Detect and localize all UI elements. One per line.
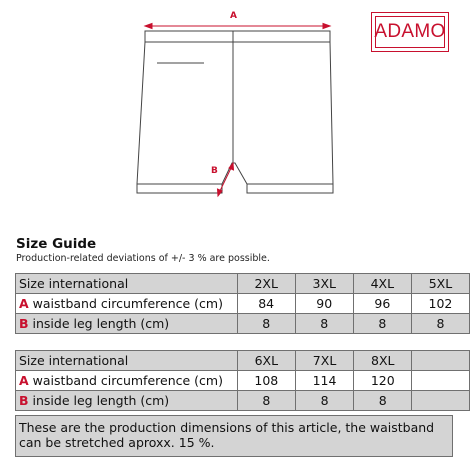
row-label-text: inside leg length (cm) <box>32 316 170 331</box>
size-cell: 7XL <box>295 351 353 371</box>
row-marker: A <box>19 296 29 311</box>
value-cell: 8 <box>354 391 412 411</box>
value-cell: 8 <box>237 314 295 334</box>
value-cell <box>412 371 470 391</box>
value-cell: 8 <box>411 314 469 334</box>
table-row <box>16 294 470 314</box>
production-note: These are the production dimensions of this article, the waistband can be stretched aproxx. 15 %. <box>15 415 453 457</box>
table-header-row <box>16 351 470 371</box>
row-label-text: waistband circumference (cm) <box>32 296 223 311</box>
row-label <box>16 294 238 314</box>
dimension-a-label: A <box>230 11 237 21</box>
size-table-2 <box>15 350 470 411</box>
shorts-outline <box>137 42 333 193</box>
dimension-b-line <box>219 166 232 193</box>
value-cell <box>412 391 470 411</box>
table-header-row <box>16 274 470 294</box>
size-cell: 3XL <box>295 274 353 294</box>
row-label-text: inside leg length (cm) <box>32 393 170 408</box>
row-label <box>16 314 238 334</box>
row-marker: A <box>19 373 29 388</box>
value-cell: 108 <box>237 371 295 391</box>
header-label: Size international <box>16 351 238 371</box>
table-row <box>16 314 470 334</box>
row-label <box>16 371 238 391</box>
dimension-b-label: B <box>211 166 218 176</box>
header-label: Size international <box>16 274 238 294</box>
value-cell: 90 <box>295 294 353 314</box>
size-cell: 5XL <box>411 274 469 294</box>
row-marker: B <box>19 393 29 408</box>
size-cell: 2XL <box>237 274 295 294</box>
value-cell: 8 <box>353 314 411 334</box>
brand-logo <box>371 12 449 52</box>
row-label-text: waistband circumference (cm) <box>32 373 223 388</box>
value-cell: 96 <box>353 294 411 314</box>
size-cell: 6XL <box>237 351 295 371</box>
value-cell: 84 <box>237 294 295 314</box>
size-cell <box>412 351 470 371</box>
brand-name: ADAMO <box>375 16 445 48</box>
size-guide-subtitle: Production-related deviations of +/- 3 % are possible. <box>16 253 270 264</box>
row-marker: B <box>19 316 29 331</box>
value-cell: 8 <box>295 314 353 334</box>
size-cell: 4XL <box>353 274 411 294</box>
table-row <box>16 391 470 411</box>
table-row <box>16 371 470 391</box>
size-table-1 <box>15 273 470 334</box>
size-cell: 8XL <box>354 351 412 371</box>
value-cell: 8 <box>295 391 353 411</box>
value-cell: 8 <box>237 391 295 411</box>
size-guide-title: Size Guide <box>16 236 97 252</box>
value-cell: 102 <box>411 294 469 314</box>
row-label <box>16 391 238 411</box>
value-cell: 114 <box>295 371 353 391</box>
waistband <box>145 31 330 42</box>
value-cell: 120 <box>354 371 412 391</box>
